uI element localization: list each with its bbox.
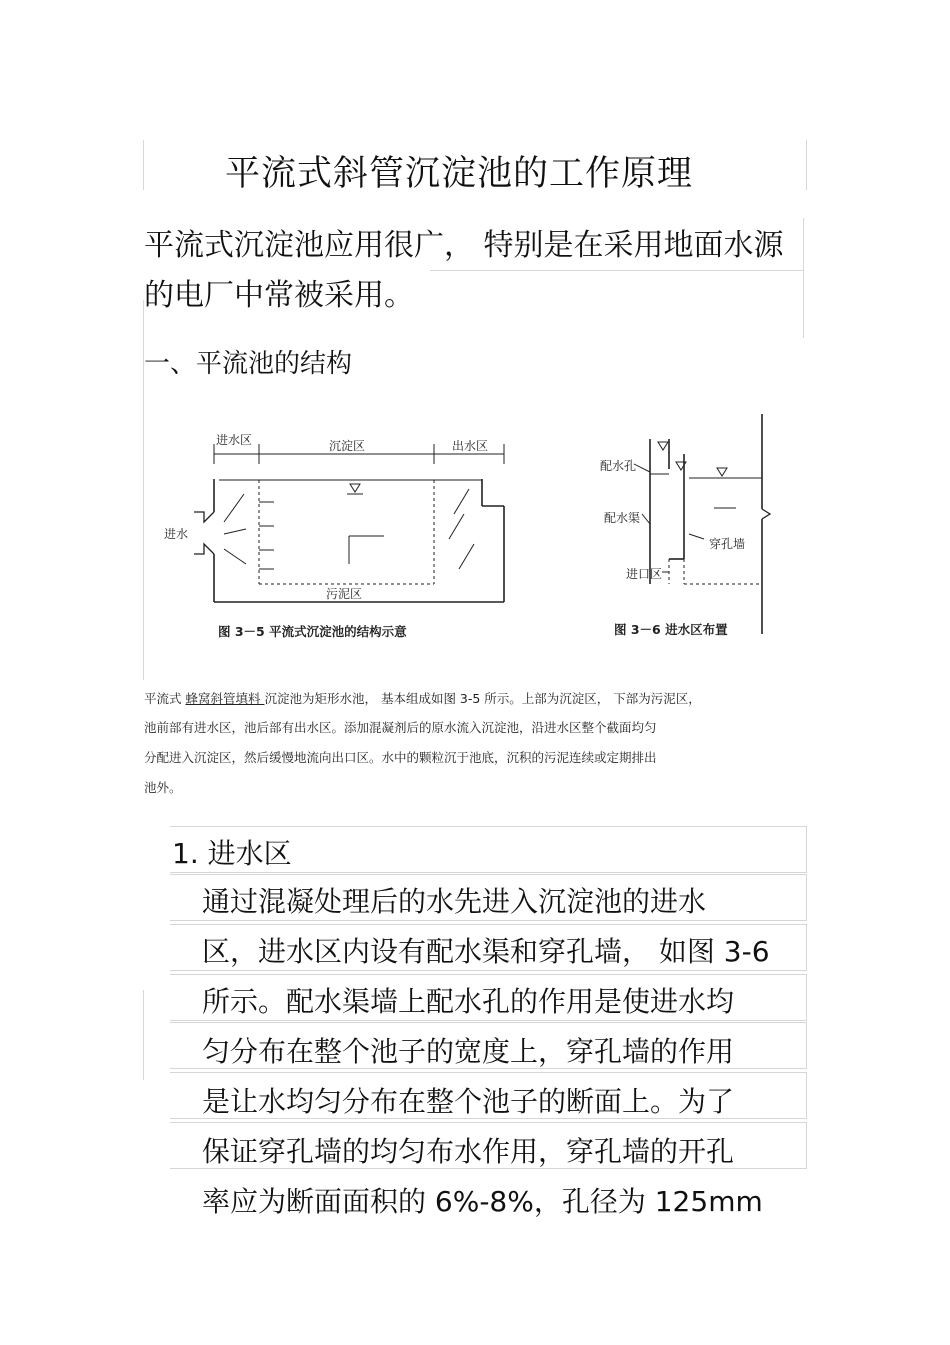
intro-line-2: 的电厂中常被采用。 xyxy=(144,278,414,313)
section1-line-6: 保证穿孔墙的均匀布水作用，穿孔墙的开孔 xyxy=(202,1135,735,1168)
section1-line-4: 匀分布在整个池子的宽度上，穿孔墙的作用 xyxy=(202,1035,735,1068)
scan-edge-right xyxy=(806,140,807,190)
section1-line-7: 率应为断面面积的 6%-8%，孔径为 125mm xyxy=(202,1185,763,1218)
structure-figure xyxy=(164,414,784,650)
fig35-caption: 图 3－5 平流式沉淀池的结构示意 xyxy=(218,624,407,639)
fig35-inlet-zone-label: 进水区 xyxy=(216,433,253,447)
honeycomb-tube-link[interactable]: 蜂窝斜管填料 xyxy=(185,691,265,706)
section1-line-3: 所示。配水渠墙上配水孔的作用是使进水均 xyxy=(202,985,735,1018)
figure-3-5 xyxy=(194,444,504,602)
page-title: 平流式斜管沉淀池的工作原理 xyxy=(225,154,694,194)
description-line-3: 分配进入沉淀区，然后缓慢地流向出口区。水中的颗粒沉于池底，沉积的污泥连续或定期排出 xyxy=(144,750,657,765)
scan-edge-top xyxy=(430,270,804,271)
scan-edge-left-3 xyxy=(143,990,144,1080)
fig35-outlet-zone-label: 出水区 xyxy=(452,439,489,453)
section1-line-2: 区，进水区内设有配水渠和穿孔墙， 如图 3-6 xyxy=(202,935,770,968)
scan-edge-right-2 xyxy=(803,218,804,338)
description-line-2: 池前部有进水区，池后部有出水区。添加混凝剂后的原水流入沉淀池，沿进水区整个截面均匀 xyxy=(144,720,657,735)
description-line-1-a: 平流式 xyxy=(144,691,186,706)
section1-title: 1. 进水区 xyxy=(172,837,292,870)
intro-line-1: 平流式沉淀池应用很广， 特别是在采用地面水源 xyxy=(144,228,784,263)
description-line-4: 池外。 xyxy=(144,780,182,795)
fig36-distribution-hole-label: 配水孔 xyxy=(600,459,637,473)
description-line-1 xyxy=(144,689,701,707)
fig35-sludge-zone-label: 污泥区 xyxy=(326,587,363,601)
fig36-caption: 图 3－6 进水区布置 xyxy=(614,622,728,637)
fig35-settling-zone-label: 沉淀区 xyxy=(329,439,366,453)
scan-edge-left xyxy=(143,140,144,190)
section1-line-5: 是让水均匀分布在整个池子的断面上。为了 xyxy=(202,1085,735,1118)
section1-line-1: 通过混凝处理后的水先进入沉淀池的进水 xyxy=(202,885,707,918)
fig35-water-in-label: 进水 xyxy=(164,527,189,541)
fig36-perforated-wall-label: 穿孔墙 xyxy=(709,537,746,551)
fig36-distribution-channel-label: 配水渠 xyxy=(604,511,641,525)
section-heading: 一、平流池的结构 xyxy=(144,349,353,379)
fig36-inlet-zone-label: 进口区 xyxy=(626,567,663,581)
figure-3-6 xyxy=(634,414,770,634)
description-line-1-b: 沉淀池为矩形水池， 基本组成如图 3-5 所示。上部为沉淀区， 下部为污泥区， xyxy=(264,691,701,706)
